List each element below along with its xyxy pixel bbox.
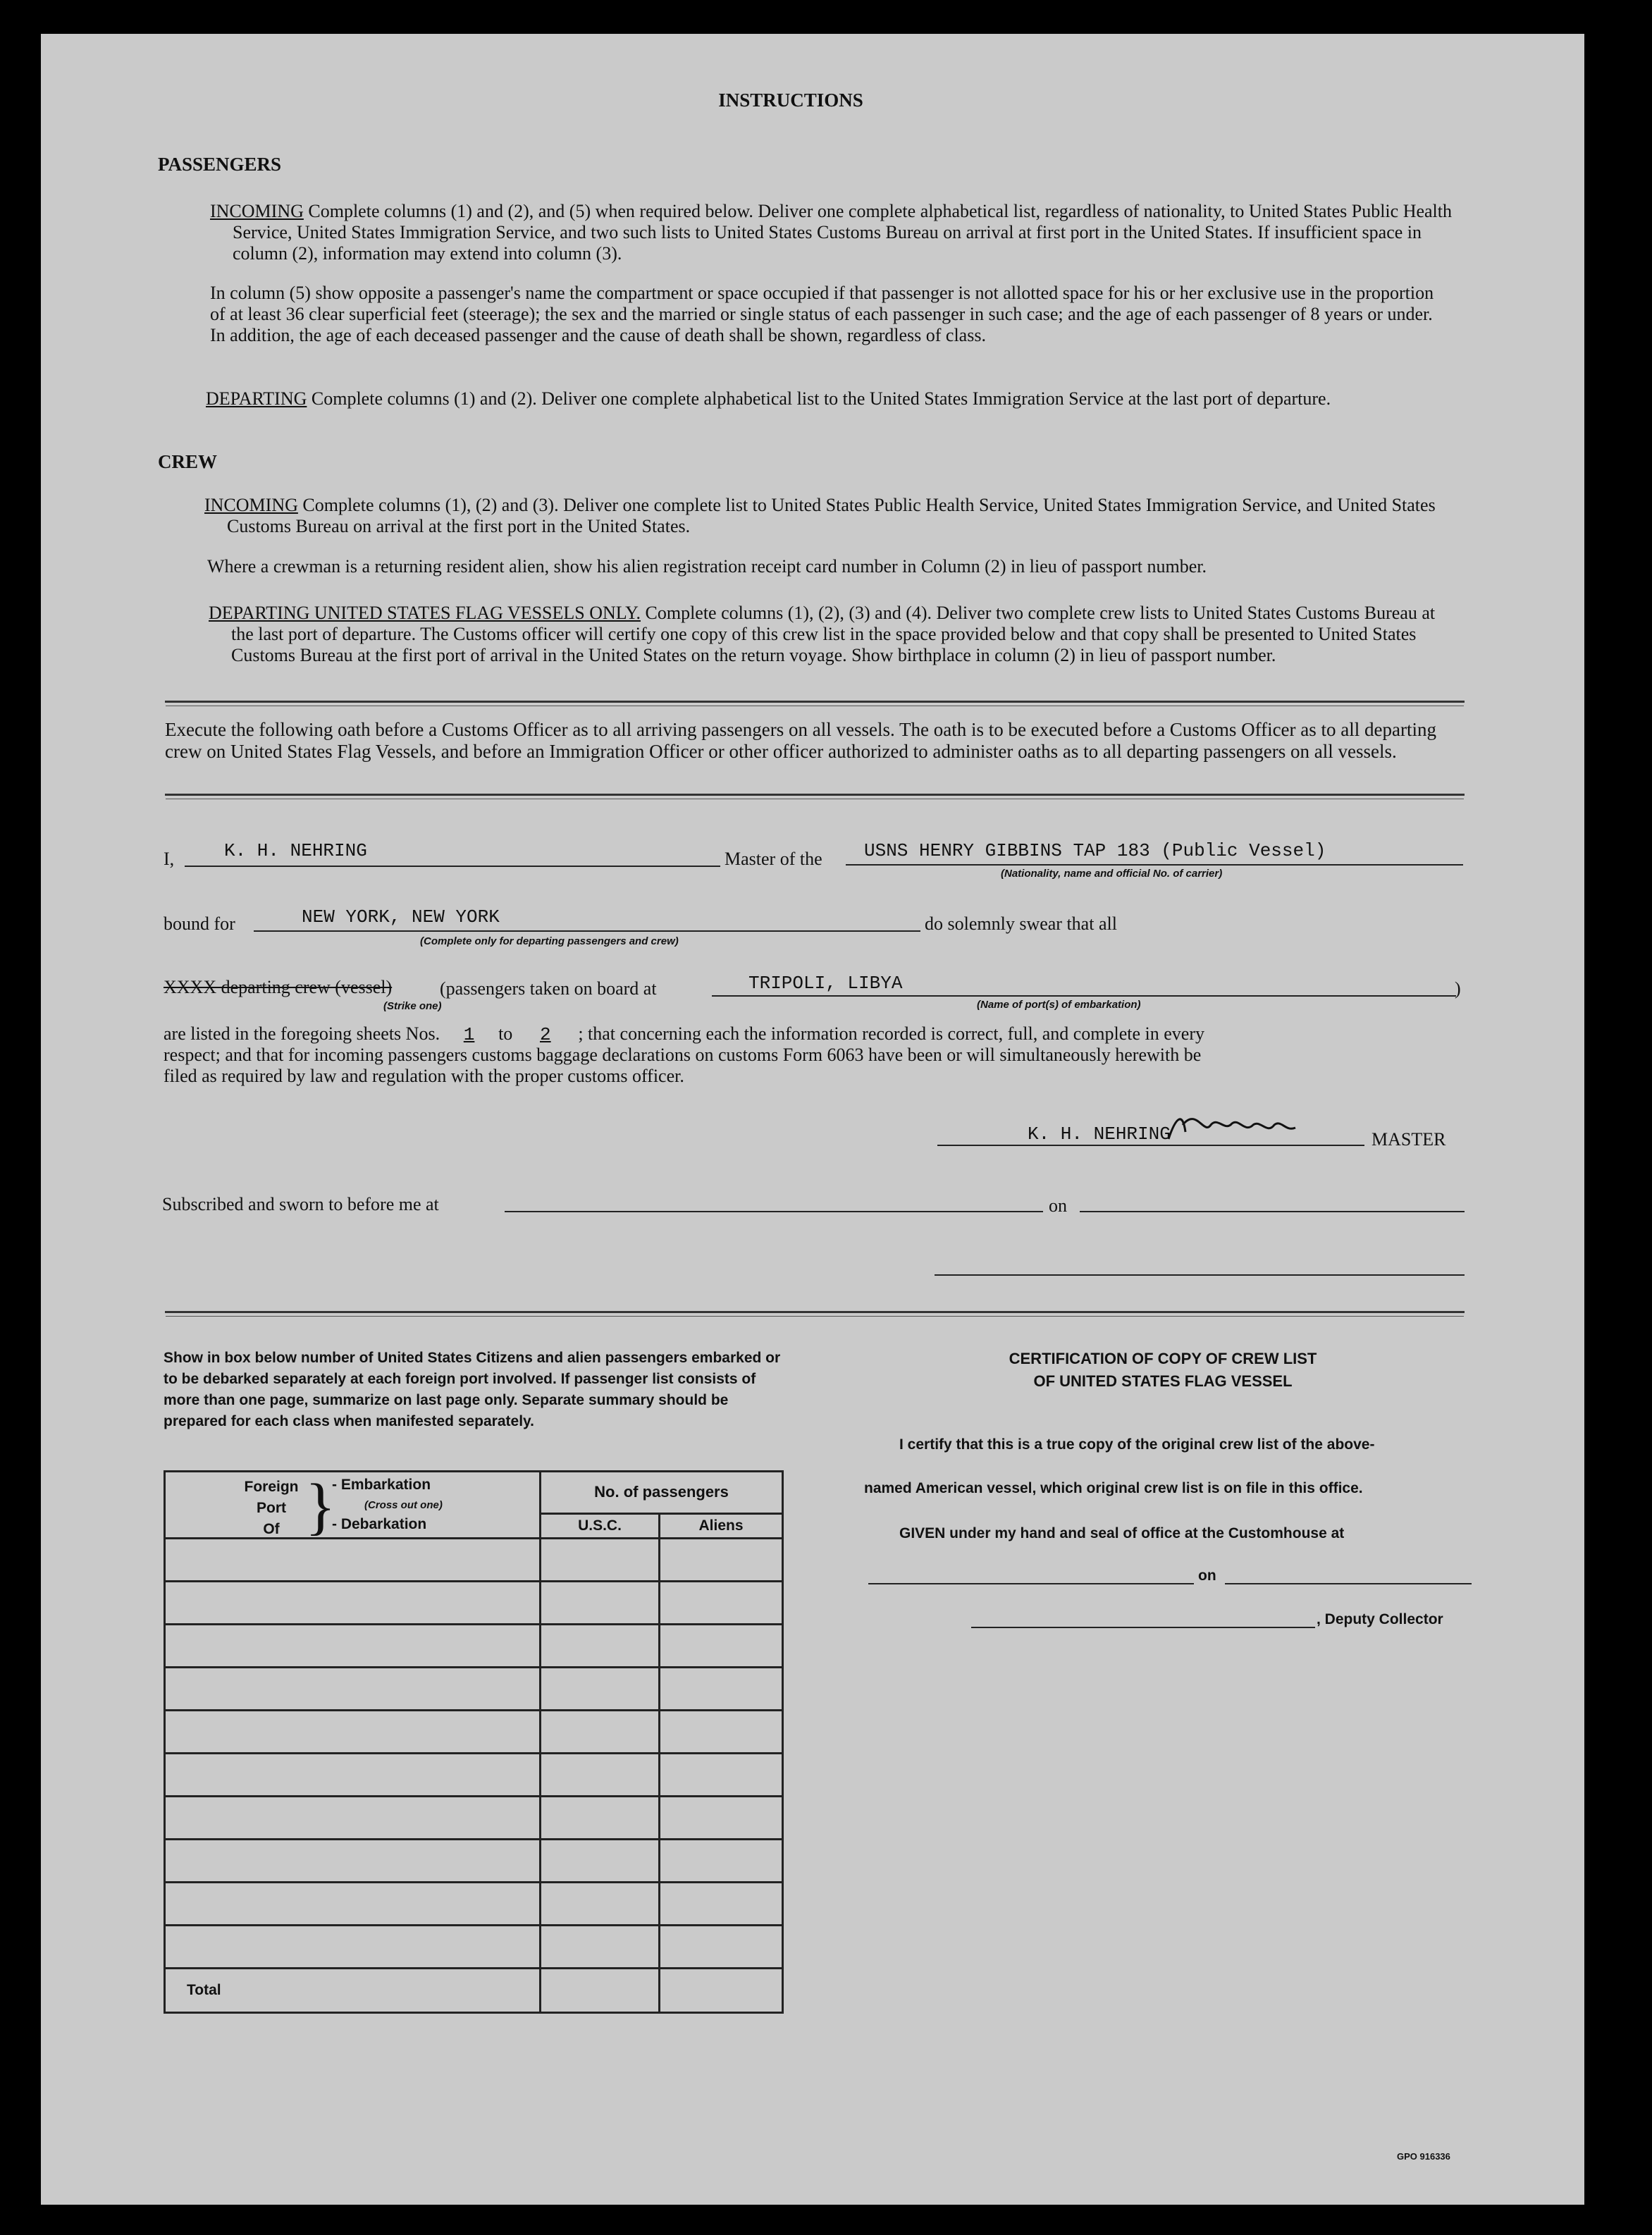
master-name-line [185, 866, 720, 867]
port-cell[interactable] [165, 1711, 541, 1754]
certification-date-line[interactable] [1225, 1583, 1472, 1584]
signature-line [937, 1145, 1364, 1146]
passengers-departing-text: Complete columns (1) and (2). Deliver one complete alphabetical list to the United States Immigration Service at the last port of departure. [311, 388, 1331, 409]
crew-incoming-note: Where a crewman is a returning resident alien, show his alien registration receipt card number in Column (2) in lieu of passport number. [207, 556, 1207, 577]
certification-line-1: I certify that this is a true copy of the original crew list of the above- [899, 1436, 1375, 1453]
page-title: INSTRUCTIONS [718, 90, 863, 111]
port-cell[interactable] [165, 1539, 541, 1582]
port-value[interactable]: TRIPOLI, LIBYA [748, 973, 903, 994]
passengers-boarded-label: (passengers taken on board at [440, 978, 657, 999]
certification-title [916, 1348, 1410, 1393]
officer-signature-line[interactable] [935, 1274, 1465, 1276]
bound-for-value[interactable]: NEW YORK, NEW YORK [302, 906, 500, 928]
port-caption: (Name of port(s) of embarkation) [977, 999, 1141, 1011]
table-row [165, 1797, 783, 1840]
listed-text-a: are listed in the foregoing sheets Nos. [164, 1023, 440, 1044]
sheet-to-value[interactable]: 2 [540, 1024, 551, 1045]
aliens-cell[interactable] [660, 1797, 783, 1840]
usc-cell[interactable] [541, 1754, 660, 1797]
usc-cell[interactable] [541, 1797, 660, 1840]
usc-cell[interactable] [541, 1926, 660, 1969]
no-passengers-header: No. of passengers [541, 1472, 783, 1514]
listed-text-b: ; that concerning each the information recorded is correct, full, and complete in every [578, 1023, 1204, 1044]
crew-incoming-label: INCOMING [204, 495, 298, 515]
swear-text: do solemnly swear that all [925, 913, 1117, 934]
listed-text-c: respect; and that for incoming passengers customs baggage declarations on customs Form 6063 have been or will simultaneously herewith be [164, 1045, 1202, 1065]
bound-for-label: bound for [164, 913, 235, 934]
of-label: Of [263, 1521, 280, 1537]
oath-intro: Execute the following oath before a Customs Officer as to all arriving passengers on all vessels. The oath is to be executed before a Customs Officer as to all departing crew on United States Flag Vessels, and before an Immigration Officer or other officer authorized to administer oaths as to all departing passengers on all vessels. [165, 719, 1436, 762]
crew-departing [209, 603, 1460, 666]
aliens-cell[interactable] [660, 1883, 783, 1926]
listed-line-1 [164, 1023, 1467, 1045]
close-paren: ) [1455, 978, 1461, 999]
port-cell[interactable] [165, 1840, 541, 1883]
usc-cell[interactable] [541, 1840, 660, 1883]
divider [165, 701, 1465, 703]
passengers-incoming-label: INCOMING [210, 201, 304, 221]
certification-on-label: on [1198, 1568, 1216, 1584]
aliens-cell[interactable] [660, 1840, 783, 1883]
usc-cell[interactable] [541, 1883, 660, 1926]
table-row [165, 1926, 783, 1969]
port-cell[interactable] [165, 1754, 541, 1797]
table-row [165, 1625, 783, 1668]
crew-heading: CREW [158, 451, 218, 472]
deputy-collector-label: , Deputy Collector [1317, 1611, 1443, 1627]
sheet-from-value[interactable]: 1 [463, 1024, 475, 1045]
total-row [165, 1969, 783, 2013]
deputy-signature-line[interactable] [971, 1627, 1315, 1628]
vessel-caption: (Nationality, name and official No. of carrier) [1001, 868, 1223, 880]
usc-cell[interactable] [541, 1668, 660, 1711]
gpo-number: GPO 916336 [1397, 2151, 1450, 2162]
table-row [165, 1539, 783, 1582]
embarkation-label: - Embarkation [332, 1477, 431, 1493]
passenger-summary-table [164, 1470, 784, 2014]
usc-cell[interactable] [541, 1711, 660, 1754]
port-cell[interactable] [165, 1883, 541, 1926]
table-row [165, 1840, 783, 1883]
strike-caption: (Strike one) [383, 1000, 442, 1012]
certification-title-2: OF UNITED STATES FLAG VESSEL [1033, 1372, 1293, 1390]
passengers-departing [206, 388, 1459, 410]
passengers-departing-label: DEPARTING [206, 388, 307, 409]
crew-incoming-text: Complete columns (1), (2) and (3). Deliver one complete list to United States Public Health Service, United States Immigration Service, and United States Customs Bureau on arrival at the first port in the United States. [227, 495, 1436, 536]
struck-text: XXXX departing crew (vessel) [164, 977, 393, 997]
brace-icon: } [305, 1472, 336, 1541]
passengers-incoming [210, 201, 1459, 264]
port-cell[interactable] [165, 1797, 541, 1840]
table-row [165, 1711, 783, 1754]
to-label: to [498, 1023, 513, 1044]
table-row [165, 1883, 783, 1926]
passengers-heading: PASSENGERS [158, 154, 282, 175]
summary-instructions: Show in box below number of United States Citizens and alien passengers embarked or to be debarked separately at each foreign port involved. If passenger list consists of more than one page, summarize on last page only. Separate summary should be prepared for each class when manifested separately. [164, 1350, 781, 1429]
vessel-value[interactable]: USNS HENRY GIBBINS TAP 183 (Public Vessel) [864, 840, 1326, 861]
total-aliens-cell[interactable] [660, 1969, 783, 2013]
subscribed-place-line[interactable] [505, 1211, 1043, 1212]
port-cell[interactable] [165, 1926, 541, 1969]
usc-cell[interactable] [541, 1582, 660, 1625]
usc-header: U.S.C. [541, 1513, 660, 1538]
subscribed-on-label: on [1049, 1195, 1067, 1216]
port-cell[interactable] [165, 1582, 541, 1625]
crew-departing-label: DEPARTING UNITED STATES FLAG VESSELS ONLY. [209, 603, 641, 623]
bound-for-line [254, 930, 920, 932]
port-label: Port [257, 1500, 286, 1516]
certification-title-1: CERTIFICATION OF COPY OF CREW LIST [1009, 1350, 1317, 1367]
crew-departing-text: Complete columns (1), (2), (3) and (4). Deliver two complete crew lists to United States Customs Bureau at the last port of departure. The Customs officer will certify one copy of this crew list in the space provided below and that copy shall be presented to United States Customs Bureau at the first port of arrival in the United States on the return voyage. Show birthplace in column (2) in lieu of passport number. [231, 603, 1436, 665]
bound-for-caption: (Complete only for departing passengers and crew) [420, 935, 679, 947]
subscribed-date-line[interactable] [1080, 1211, 1465, 1212]
cross-out-caption: (Cross out one) [364, 1499, 443, 1511]
foreign-port-header [165, 1472, 541, 1539]
aliens-cell[interactable] [660, 1582, 783, 1625]
master-name-value[interactable]: K. H. NEHRING [224, 840, 367, 861]
listed-text-d: filed as required by law and regulation with the proper customs officer. [164, 1066, 684, 1086]
certification-line-2: named American vessel, which original crew list is on file in this office. [864, 1480, 1363, 1496]
aliens-cell[interactable] [660, 1625, 783, 1668]
debarkation-label: - Debarkation [332, 1516, 427, 1532]
aliens-cell[interactable] [660, 1926, 783, 1969]
total-usc-cell[interactable] [541, 1969, 660, 2013]
certification-line-3: GIVEN under my hand and seal of office at the Customhouse at [899, 1525, 1345, 1541]
crew-incoming [204, 495, 1460, 537]
passengers-incoming-note: In column (5) show opposite a passenger's name the compartment or space occupied if that passenger is not allotted space for his or her exclusive use in the proportion of at least 36 clear superficial feet (steerage); the sex and the married or single status of each passenger in such case; and the age of each passenger of 8 years or under. In addition, the age of each deceased passenger and the cause of death shall be shown, regardless of class. [210, 283, 1434, 345]
aliens-cell[interactable] [660, 1668, 783, 1711]
passengers-incoming-text: Complete columns (1) and (2), and (5) when required below. Deliver one complete alphabetical list, regardless of nationality, to United States Public Health Service, United States Immigration Service, and two such lists to United States Customs Bureau on arrival at first port in the United States. If insufficient space in column (2), information may extend into column (3). [233, 201, 1452, 264]
table-row [165, 1754, 783, 1797]
subscribed-label: Subscribed and sworn to before me at [162, 1194, 439, 1214]
divider [165, 794, 1465, 796]
port-cell[interactable] [165, 1625, 541, 1668]
customhouse-line[interactable] [868, 1583, 1194, 1584]
aliens-header: Aliens [660, 1513, 783, 1538]
aliens-cell[interactable] [660, 1711, 783, 1754]
aliens-cell[interactable] [660, 1539, 783, 1582]
aliens-cell[interactable] [660, 1754, 783, 1797]
port-cell[interactable] [165, 1668, 541, 1711]
usc-cell[interactable] [541, 1539, 660, 1582]
total-label: Total [165, 1969, 541, 2013]
master-of-label: Master of the [725, 849, 822, 869]
signature-typed: K. H. NEHRING [1028, 1123, 1171, 1145]
i-label: I, [164, 849, 175, 869]
divider [165, 1311, 1465, 1313]
master-label: MASTER [1371, 1129, 1446, 1150]
foreign-label: Foreign [244, 1479, 299, 1495]
usc-cell[interactable] [541, 1625, 660, 1668]
table-row [165, 1582, 783, 1625]
table-row [165, 1668, 783, 1711]
